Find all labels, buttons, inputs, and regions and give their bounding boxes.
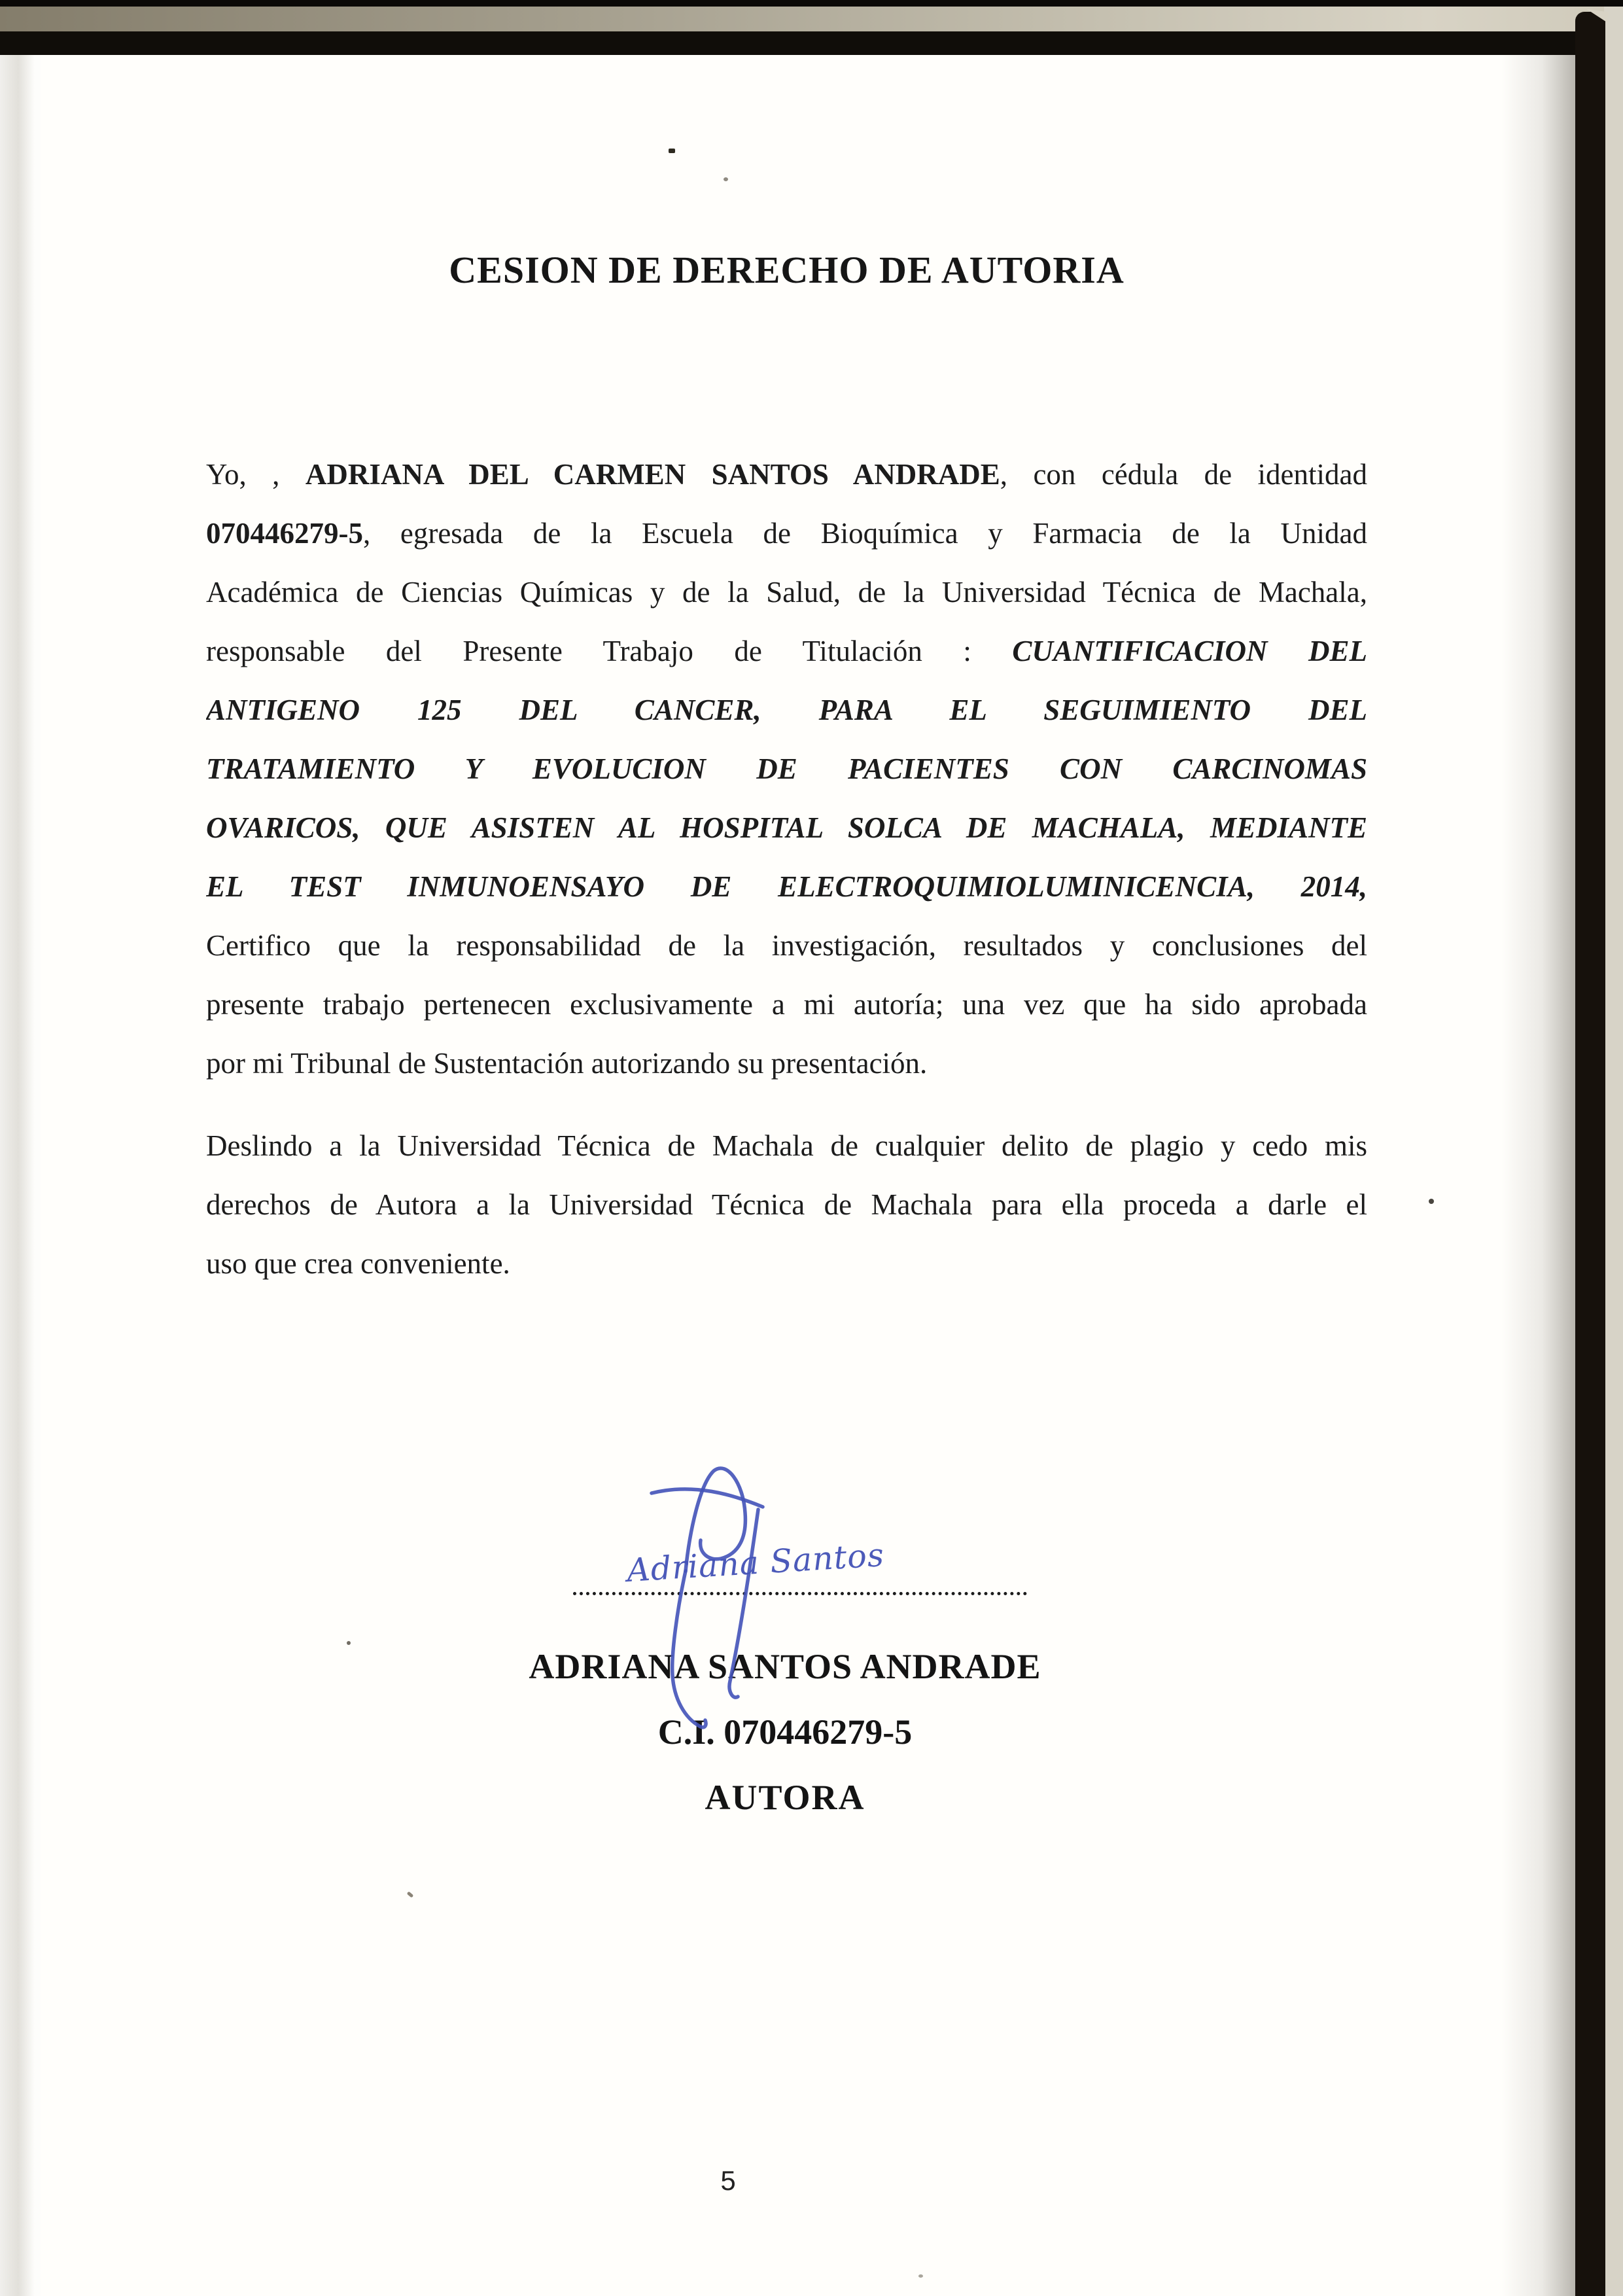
text-line <box>206 504 1367 563</box>
text-line <box>206 622 1367 680</box>
text-line <box>206 798 1367 857</box>
text-line <box>206 857 1367 916</box>
text-line <box>206 975 1367 1034</box>
signer-name: ADRIANA SANTOS ANDRADE <box>529 1647 1041 1686</box>
signer-id-number: C.I. 070446279-5 <box>657 1712 913 1752</box>
text-segment: CUANTIFICACION DEL <box>1012 635 1367 667</box>
page-title: CESION DE DERECHO DE AUTORIA <box>449 249 1125 291</box>
text-line <box>206 739 1367 798</box>
scan-edge-top-beige <box>0 7 1623 31</box>
book-cover-right-edge <box>1575 12 1605 2296</box>
text-line <box>206 1175 1367 1234</box>
text-segment: Certifico que la responsabilidad de la investigación, resultados y conclusiones del <box>206 929 1367 962</box>
text-segment: EL TEST INMUNOENSAYO DE ELECTROQUIMIOLUMINICENCIA, 2014, <box>206 870 1367 903</box>
text-segment: ADRIANA DEL CARMEN SANTOS ANDRADE <box>305 458 1000 491</box>
scan-speck <box>669 149 675 153</box>
page-number: 5 <box>720 2165 736 2196</box>
signature-flourish <box>621 1466 792 1734</box>
text-line <box>206 1116 1367 1175</box>
signature-stroke-crossbar <box>652 1489 763 1507</box>
scan-speck <box>347 1641 351 1645</box>
signer-role: AUTORA <box>705 1778 865 1817</box>
signature-stroke-descender-left <box>672 1571 706 1727</box>
page-curl-shadow-right <box>1501 55 1575 2296</box>
page-curl-shadow-left <box>0 55 41 2296</box>
text-segment: responsable del Presente Trabajo de Titulación : <box>206 635 1013 667</box>
text-line <box>206 680 1367 739</box>
scanner-background-right <box>1604 7 1623 2296</box>
text-segment: derechos de Autora a la Universidad Técnica de Machala para ella proceda a darle el <box>206 1188 1367 1221</box>
text-segment: 070446279-5 <box>206 517 363 550</box>
scan-speck <box>1429 1199 1434 1204</box>
text-segment: presente trabajo pertenecen exclusivamente a mi autoría; una vez que ha sido aprobada <box>206 988 1367 1021</box>
text-line <box>206 563 1367 622</box>
text-segment: OVARICOS, QUE ASISTEN AL HOSPITAL SOLCA DE MACHALA, MEDIANTE <box>206 811 1367 844</box>
text-segment: Yo, , <box>206 458 305 491</box>
text-segment: TRATAMIENTO Y EVOLUCION DE PACIENTES CON CARCINOMAS <box>206 752 1367 785</box>
book-cover-top-edge <box>0 31 1604 55</box>
text-segment: uso que crea conveniente. <box>206 1247 510 1280</box>
signature-stroke-loop <box>686 1468 745 1571</box>
paragraph-cession <box>206 1116 1367 1293</box>
text-segment: por mi Tribunal de Sustentación autorizando su presentación. <box>206 1047 928 1080</box>
text-segment: Académica de Ciencias Químicas y de la Salud, de la Universidad Técnica de Machala, <box>206 576 1367 609</box>
scan-speck <box>918 2274 923 2278</box>
text-line <box>206 445 1367 504</box>
text-line <box>206 916 1367 975</box>
paragraph-declaration <box>206 445 1367 1093</box>
handwritten-signature: Adriana Santos <box>625 1536 886 1589</box>
text-line <box>206 1234 1367 1293</box>
text-segment: , egresada de la Escuela de Bioquímica y Farmacia de la Unidad <box>363 517 1367 550</box>
scan-speck <box>724 177 728 181</box>
text-line <box>206 1034 1367 1093</box>
text-segment: ANTIGENO 125 DEL CANCER, PARA EL SEGUIMIENTO DEL <box>206 694 1367 726</box>
text-segment: , con cédula de identidad <box>1000 458 1367 491</box>
scan-edge-top-black-outer <box>0 0 1623 7</box>
text-segment: Deslindo a la Universidad Técnica de Machala de cualquier delito de plagio y cedo mis <box>206 1129 1367 1162</box>
scan-speck <box>407 1891 414 1898</box>
scan-artifact-blue-line <box>0 54 1570 58</box>
